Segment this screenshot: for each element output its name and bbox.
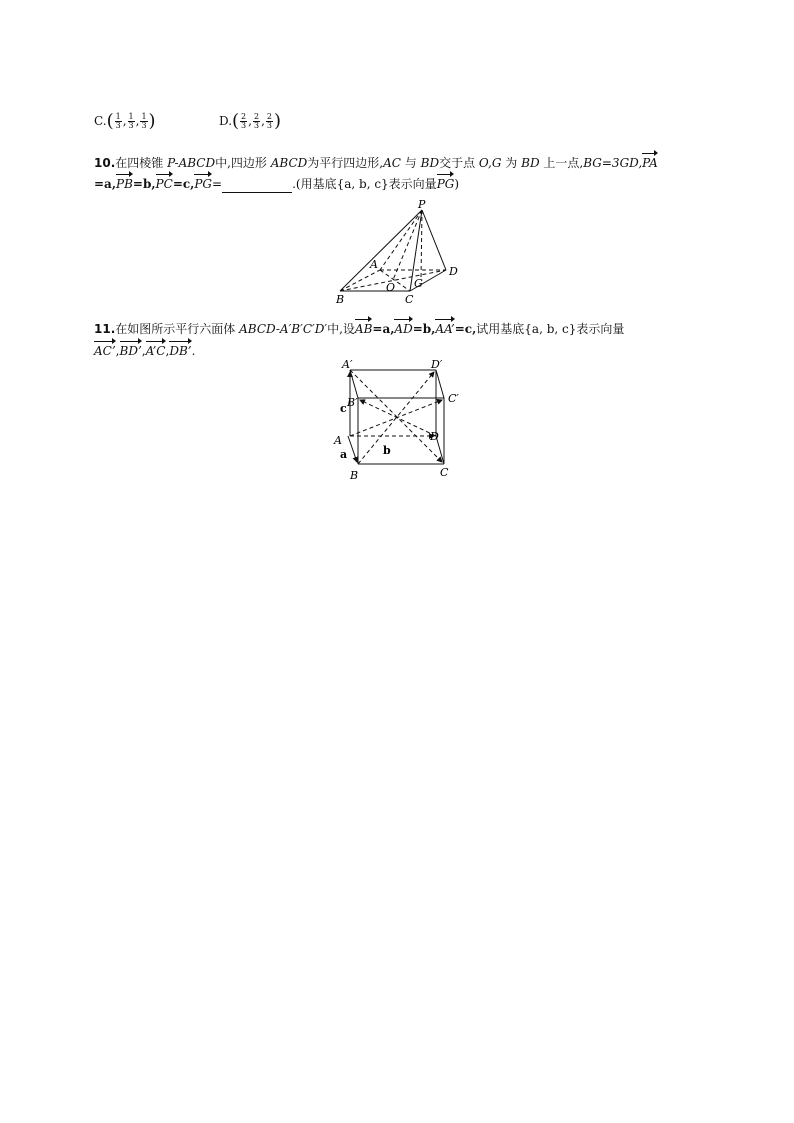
vector-pg: PG xyxy=(437,173,455,193)
label-p: P xyxy=(418,198,426,211)
option-d-label: D. xyxy=(219,114,233,128)
q10-pyramid: P-ABCD xyxy=(167,156,216,170)
q11-line-2 xyxy=(94,340,195,360)
edge-pd xyxy=(422,210,446,270)
separator: , xyxy=(141,344,146,358)
diagonal-a1c xyxy=(350,370,442,462)
pyramid-figure xyxy=(330,198,480,306)
q10-base: ABCD xyxy=(270,156,308,170)
vector-bd1: BD’ xyxy=(120,340,142,360)
q10-text: 交于点 xyxy=(439,156,476,170)
label-c: C xyxy=(440,466,449,479)
vector-pc: PC xyxy=(156,173,173,193)
q10-eq-a: =a, xyxy=(94,177,117,191)
vector-a1c: A’C xyxy=(146,340,166,360)
answer-blank[interactable] xyxy=(222,180,292,193)
label-d1: D′ xyxy=(431,358,443,371)
diagonal-db1 xyxy=(360,400,436,436)
option-d-frac-1: $\frac{2}{3}$ xyxy=(241,112,247,130)
label-c1: C′ xyxy=(448,392,459,405)
q11-solid: ABCD-A′B′C′D′ xyxy=(239,322,328,336)
edge-pb xyxy=(340,210,422,291)
q10-text: 为平行四边形, xyxy=(307,156,384,170)
option-c-frac-3: $\frac{1}{3}$ xyxy=(141,112,147,130)
vector-ad: AD xyxy=(394,318,412,338)
vector-pg: PG xyxy=(194,173,212,193)
option-c: C.( $\frac{1}{3}$ , $\frac{1}{3}$ , $\frac{1}{3}$ ) xyxy=(94,110,156,132)
label-c: C xyxy=(405,293,414,306)
q10-points: O,G xyxy=(478,156,502,170)
vector-ac1: AC’ xyxy=(94,340,116,360)
diagonal-bd1 xyxy=(358,372,434,464)
vector-aa1: AA’ xyxy=(435,318,454,338)
vector-pb: PB xyxy=(116,173,133,193)
separator: , xyxy=(165,344,170,358)
q10-ac: AC xyxy=(383,156,401,170)
option-c-frac-1: $\frac{1}{3}$ xyxy=(115,112,121,130)
label-vec-a: a xyxy=(340,448,348,461)
vector-pa: PA xyxy=(642,152,658,172)
q11-eq-c: =c, xyxy=(454,322,477,336)
q10-line-2 xyxy=(94,173,459,193)
q10-number: 10. xyxy=(94,156,116,170)
q10-bd: BD xyxy=(521,156,540,170)
segment-pg xyxy=(421,210,422,280)
q10-line-1 xyxy=(94,152,658,172)
q10-text: 为 xyxy=(505,156,518,170)
q11-text: 在如图所示平行六面体 xyxy=(115,322,236,336)
q10-instruction: .(用基底{a, b, c}表示向量 xyxy=(292,177,437,191)
q10-bd: BD xyxy=(420,156,440,170)
option-d-frac-2: $\frac{2}{3}$ xyxy=(253,112,260,130)
q11-text: 中,设 xyxy=(327,322,355,336)
label-d: D xyxy=(449,265,458,278)
label-vec-c: c xyxy=(340,402,347,415)
vector-a-arrow xyxy=(348,436,357,462)
q10-text: 中,四边形 xyxy=(215,156,267,170)
label-a: A xyxy=(334,434,342,447)
q11-number: 11. xyxy=(94,322,116,336)
label-b1: B′ xyxy=(347,396,358,409)
edge-ba xyxy=(340,270,380,291)
label-o: O xyxy=(386,281,396,294)
label-d: D xyxy=(430,430,439,443)
edge-d1c1 xyxy=(436,370,444,398)
edge-pa xyxy=(380,210,422,270)
q10-condition: BG=3GD, xyxy=(583,156,643,170)
q11-eq-b: =b, xyxy=(412,322,436,336)
q10-text: ) xyxy=(454,177,460,191)
q10-eq-b: =b, xyxy=(132,177,156,191)
q10-eq-c: =c, xyxy=(172,177,195,191)
label-vec-b: b xyxy=(383,444,391,457)
label-b: B xyxy=(336,293,345,306)
q10-eq: = xyxy=(212,177,223,191)
q11-eq-a: =a, xyxy=(372,322,395,336)
option-d: D.( $\frac{2}{3}$ , $\frac{2}{3}$ , $\frac{2}{3}$ ) xyxy=(219,110,282,132)
q10-text: 在四棱锥 xyxy=(115,156,164,170)
parallelepiped-figure xyxy=(328,356,468,484)
separator: , xyxy=(115,344,120,358)
label-a1: A′ xyxy=(342,358,353,371)
period: . xyxy=(191,344,196,358)
label-g: G xyxy=(414,277,423,290)
vector-db1: DB’ xyxy=(169,340,191,360)
option-c-label: C. xyxy=(94,114,107,128)
option-d-frac-3: $\frac{2}{3}$ xyxy=(266,112,272,130)
q10-text: 上一点, xyxy=(543,156,584,170)
option-c-frac-2: $\frac{1}{3}$ xyxy=(128,112,134,130)
q10-text: 与 xyxy=(404,156,417,170)
q11-line-1 xyxy=(94,318,624,338)
q11-instruction: 试用基底{a, b, c}表示向量 xyxy=(476,322,625,336)
label-a: A xyxy=(370,258,378,271)
label-b: B xyxy=(350,469,359,482)
vector-ab: AB xyxy=(355,318,372,338)
edge-a1b1 xyxy=(350,370,358,398)
